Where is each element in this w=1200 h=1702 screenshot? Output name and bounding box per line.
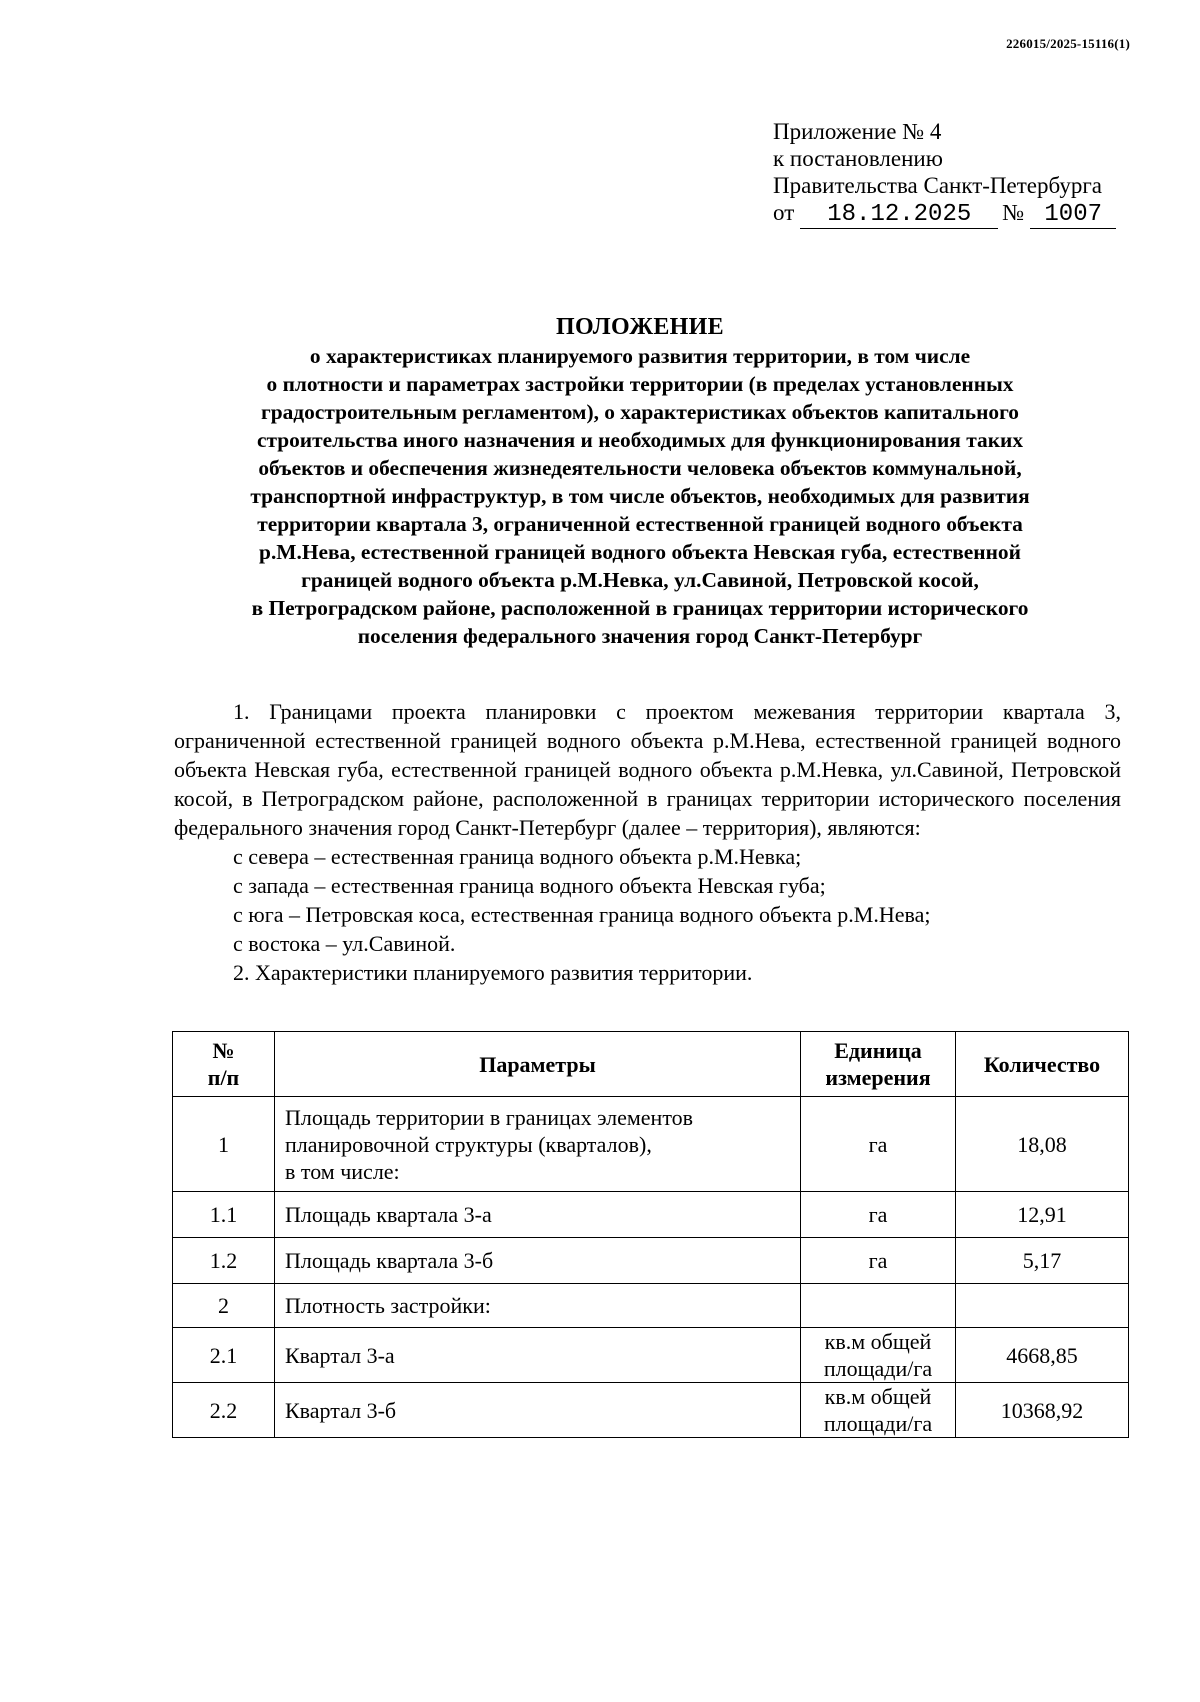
row-num: 2.2 <box>173 1383 275 1438</box>
row-param-line: Площадь территории в границах элементов <box>285 1104 694 1130</box>
header-num <box>173 1032 275 1097</box>
appendix-date-row <box>773 199 1116 229</box>
parameters-table <box>172 1031 1129 1438</box>
title-line: о плотности и параметрах застройки территории (в пределах установленных <box>266 372 1014 396</box>
title-line: границей водного объекта р.М.Невка, ул.Савиной, Петровской косой, <box>301 568 979 592</box>
body-text <box>174 697 1121 987</box>
resolution-number: 1007 <box>1030 203 1116 229</box>
title-line: в Петроградском районе, расположенной в границах территории исторического <box>251 596 1029 620</box>
table-row <box>173 1284 1129 1328</box>
row-unit: га <box>801 1097 956 1192</box>
row-num: 1 <box>173 1097 275 1192</box>
table-header-row <box>173 1032 1129 1097</box>
row-qty: 4668,85 <box>956 1328 1129 1383</box>
row-num: 1.2 <box>173 1238 275 1284</box>
number-prefix: № <box>1002 200 1025 225</box>
appendix-line-2: к постановлению <box>773 146 943 171</box>
appendix-block <box>773 118 1116 229</box>
row-qty: 18,08 <box>956 1097 1129 1192</box>
title-line: объектов и обеспечения жизнедеятельности человека объектов коммунальной, <box>258 456 1022 480</box>
title-line: градостроительным регламентом), о характеристиках объектов капитального <box>261 400 1019 424</box>
header-unit-line1: Единица <box>834 1038 922 1063</box>
document-title <box>160 312 1120 650</box>
title-line: строительства иного назначения и необходимых для функционирования таких <box>256 428 1024 452</box>
header-num-line1: № <box>212 1038 235 1063</box>
row-unit <box>801 1284 956 1328</box>
table-row <box>173 1192 1129 1238</box>
row-unit <box>801 1383 956 1438</box>
row-unit-line: кв.м общей <box>824 1329 932 1354</box>
header-unit <box>801 1032 956 1097</box>
row-num: 2 <box>173 1284 275 1328</box>
paragraph-2: 2. Характеристики планируемого развития территории. <box>233 960 753 985</box>
header-num-line2: п/п <box>207 1065 240 1090</box>
header-params: Параметры <box>275 1032 801 1097</box>
document-number: 226015/2025-15116(1) <box>1006 36 1130 51</box>
appendix-line-3: Правительства Санкт-Петербурга <box>773 173 1102 198</box>
row-param: Квартал 3-б <box>275 1383 801 1438</box>
row-param-line: планировочной структуры (кварталов), <box>285 1131 652 1157</box>
title-line: транспортной инфраструктур, в том числе объектов, необходимых для развития <box>250 484 1030 508</box>
row-qty: 12,91 <box>956 1192 1129 1238</box>
row-unit: га <box>801 1192 956 1238</box>
row-unit-line: кв.м общей <box>824 1384 932 1409</box>
row-num: 2.1 <box>173 1328 275 1383</box>
row-qty: 5,17 <box>956 1238 1129 1284</box>
row-unit <box>801 1328 956 1383</box>
boundary-south: с юга – Петровская коса, естественная граница водного объекта р.М.Нева; <box>233 902 931 927</box>
boundary-east: с востока – ул.Савиной. <box>233 931 456 956</box>
row-param <box>275 1097 801 1192</box>
title-line: территории квартала 3, ограниченной естественной границей водного объекта <box>257 512 1023 536</box>
row-param: Квартал 3-а <box>275 1328 801 1383</box>
row-param-line: в том числе: <box>285 1158 400 1184</box>
title-heading: ПОЛОЖЕНИЕ <box>556 314 724 340</box>
title-line: поселения федерального значения город Санкт-Петербург <box>357 624 923 648</box>
table-row <box>173 1328 1129 1383</box>
paragraph-1: 1. Границами проекта планировки с проектом межевания территории квартала 3, ограниченной естественной границей водного объекта р.М.Нева, естественной границей водного объекта Невская губа, естественной границей водного объекта р.М.Невка, ул.Савиной, Петровской косой, в Петроградском районе, расположенной в границах территории исторического поселения федерального значения город Санкт-Петербург (далее – территория), являются: <box>174 699 1121 840</box>
row-qty <box>956 1284 1129 1328</box>
row-unit: га <box>801 1238 956 1284</box>
title-line: р.М.Нева, естественной границей водного объекта Невская губа, естественной <box>259 540 1021 564</box>
row-qty: 10368,92 <box>956 1383 1129 1438</box>
table-row <box>173 1097 1129 1192</box>
row-param: Площадь квартала 3-а <box>275 1192 801 1238</box>
table-row <box>173 1383 1129 1438</box>
row-unit-line: площади/га <box>823 1356 933 1381</box>
boundary-west: с запада – естественная граница водного объекта Невская губа; <box>233 873 826 898</box>
row-num: 1.1 <box>173 1192 275 1238</box>
table-row <box>173 1238 1129 1284</box>
row-param: Плотность застройки: <box>275 1284 801 1328</box>
row-param: Площадь квартала 3-б <box>275 1238 801 1284</box>
boundary-north: с севера – естественная граница водного объекта р.М.Невка; <box>233 844 802 869</box>
title-line: о характеристиках планируемого развития территории, в том числе <box>309 344 971 368</box>
header-unit-line2: измерения <box>825 1065 931 1090</box>
header-qty: Количество <box>956 1032 1129 1097</box>
date-prefix: от <box>773 200 795 225</box>
resolution-date: 18.12.2025 <box>800 203 998 229</box>
row-unit-line: площади/га <box>823 1411 933 1436</box>
appendix-line-1: Приложение № 4 <box>773 119 942 144</box>
